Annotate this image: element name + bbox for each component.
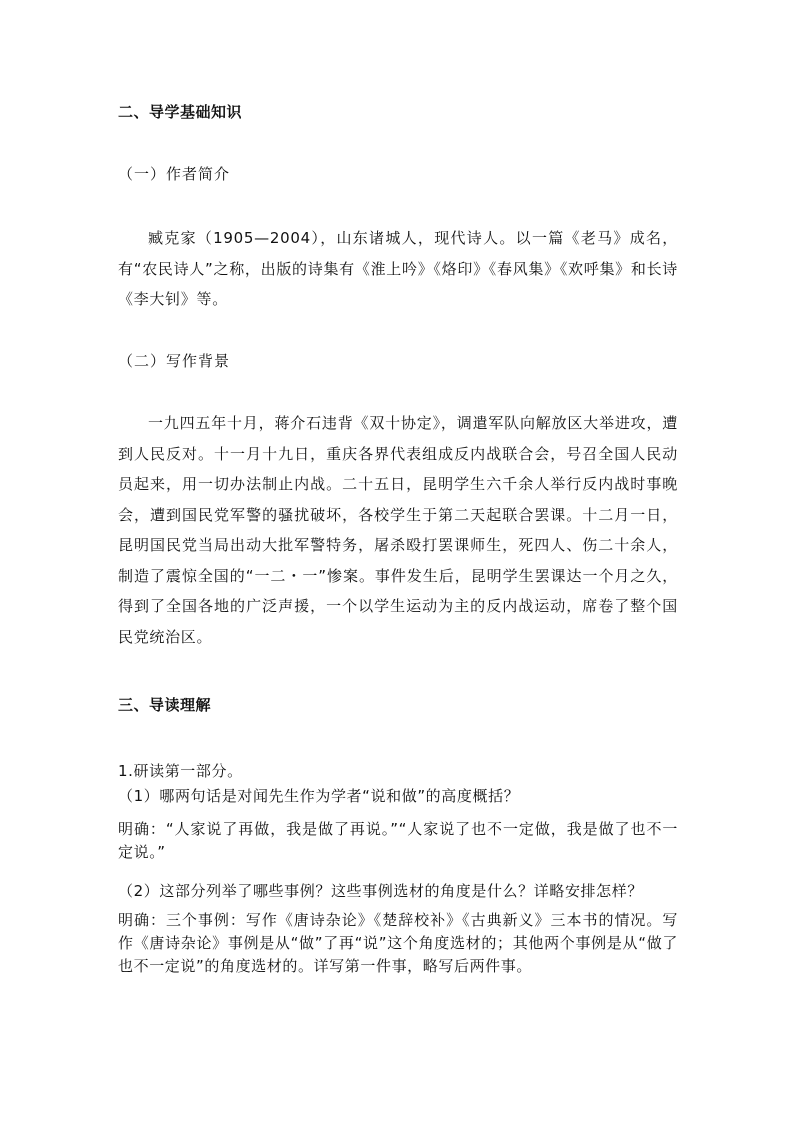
question-1: 1.研读第一部分。 <box>118 762 243 780</box>
section-heading-guide-basics: 二、导学基础知识 <box>118 103 243 121</box>
question-1-2: （2）这部分列举了哪些事例？这些事例选材的角度是什么？详略安排怎样？ <box>118 882 643 900</box>
author-intro-paragraph: 臧克家（1905—2004），山东诸城人，现代诗人。以一篇《老马》成名，有“农民诗人”之称，出版的诗集有《淮上吟》《烙印》《春风集》《欢呼集》和长诗《李大钊》等。 <box>118 229 678 308</box>
section-heading-reading-comprehension: 三、导读理解 <box>118 696 212 714</box>
subheading-writing-background: （二）写作背景 <box>118 352 231 370</box>
writing-background-paragraph: 一九四五年十月，蒋介石违背《双十协定》，调遣军队向解放区大举进攻，遭到人民反对。十一月十九日，重庆各界代表组成反内战联合会，号召全国人民动员起来，用一切办法制止内战。二十五日，昆明学生六千余人举行反内战时事晚会，遭到国民党军警的骚扰破坏，各校学生于第二天起联合罢课。十二月一日，昆明国民党当局出动大批军警特务，屠杀殴打罢课师生，死四人、伤二十余人，制造了震惊全国的“一二・一”惨案。事件发生后，昆明学生罢课达一个月之久，得到了全国各地的广泛声援，一个以学生运动为主的反内战运动，席卷了整个国民党统治区。 <box>118 414 678 646</box>
answer-1-2: 明确：三个事例：写作《唐诗杂论》《楚辞校补》《古典新义》三本书的情况。写作《唐诗杂论》事例是从“做”了再“说”这个角度选材的；其他两个事例是从“做了也不一定说”的角度选材的。详写第一件事，略写后两件事。 <box>118 911 678 975</box>
question-1-1: （1）哪两句话是对闻先生作为学者“说和做”的高度概括？ <box>118 787 520 805</box>
answer-1-1: 明确：“人家说了再做，我是做了再说。”“人家说了也不一定做，我是做了也不一定说。” <box>118 820 678 861</box>
subheading-author-intro: （一）作者简介 <box>118 165 231 183</box>
